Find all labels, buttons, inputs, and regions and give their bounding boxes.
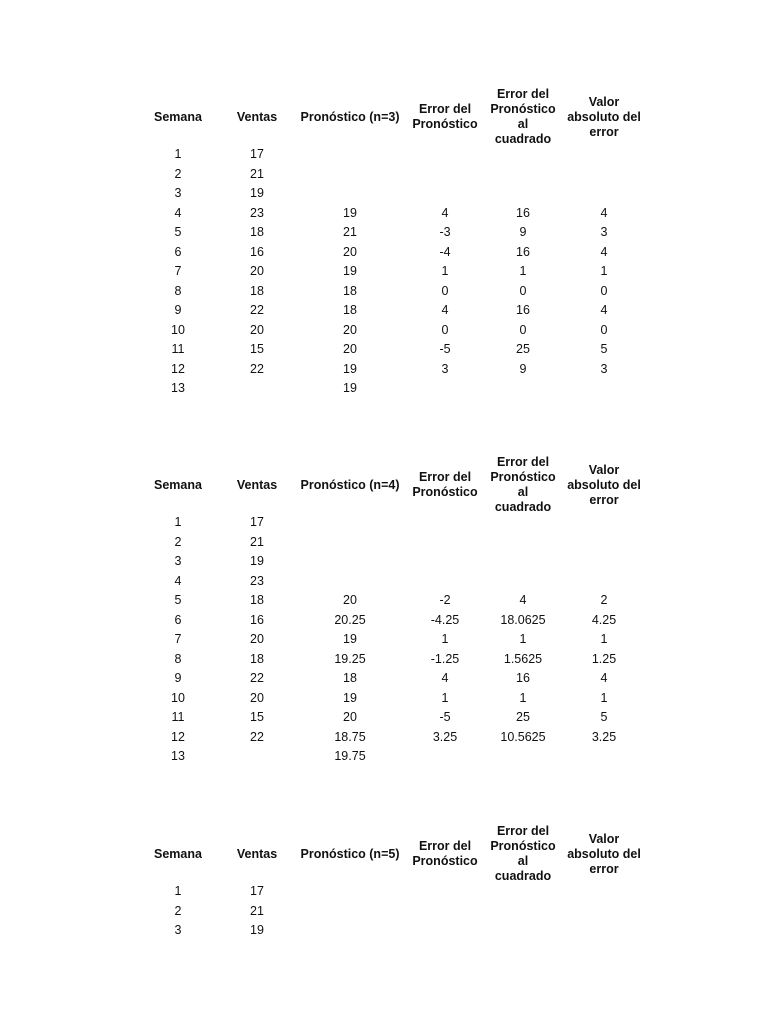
header-ventas: Ventas bbox=[236, 477, 278, 492]
error-cell: 1 bbox=[441, 690, 449, 705]
valor-absoluto-cell: 5 bbox=[600, 342, 608, 356]
table-row bbox=[0, 669, 768, 689]
valor-absoluto-cell: 4 bbox=[600, 671, 608, 685]
table-row bbox=[0, 301, 768, 321]
table-row bbox=[0, 513, 768, 533]
valor-absoluto-cell: 4 bbox=[600, 303, 608, 317]
error-cell bbox=[410, 552, 480, 572]
pronostico-cell: 19 bbox=[343, 264, 357, 278]
error-cuadrado-cell bbox=[484, 513, 562, 533]
semana-cell: 13 bbox=[171, 749, 185, 763]
semana-cell: 5 bbox=[174, 593, 182, 607]
valor-absoluto-cell: 1.25 bbox=[591, 651, 617, 666]
table-body bbox=[0, 145, 768, 399]
error-cell: -5 bbox=[439, 710, 451, 724]
table-row bbox=[0, 689, 768, 709]
semana-cell: 2 bbox=[174, 534, 182, 549]
error-cuadrado-cell: 10.5625 bbox=[500, 729, 546, 744]
error-cell: -5 bbox=[439, 342, 451, 356]
semana-cell: 3 bbox=[174, 186, 182, 200]
pronostico-cell bbox=[298, 165, 402, 185]
semana-cell: 9 bbox=[174, 671, 182, 685]
table-header bbox=[0, 87, 768, 146]
pronostico-cell: 20 bbox=[343, 244, 357, 259]
table-row bbox=[0, 360, 768, 380]
error-cuadrado-cell: 1.5625 bbox=[503, 651, 543, 666]
error-cuadrado-cell bbox=[484, 572, 562, 592]
error-cell: -4 bbox=[439, 244, 451, 259]
table-row bbox=[0, 728, 768, 748]
valor-absoluto-cell: 3 bbox=[600, 225, 608, 239]
ventas-cell: 17 bbox=[250, 147, 264, 161]
ventas-cell: 15 bbox=[250, 710, 264, 724]
table-row bbox=[0, 282, 768, 302]
valor-absoluto-cell bbox=[565, 145, 643, 165]
error-cuadrado-cell bbox=[484, 552, 562, 572]
error-cuadrado-cell bbox=[484, 882, 562, 902]
semana-cell: 5 bbox=[174, 225, 182, 239]
pronostico-cell: 19 bbox=[343, 632, 357, 646]
header-valor-absoluto: Valor absoluto del error bbox=[567, 831, 641, 876]
pronostico-cell bbox=[298, 513, 402, 533]
ventas-cell: 21 bbox=[250, 903, 264, 918]
valor-absoluto-cell: 4 bbox=[600, 244, 608, 259]
ventas-cell: 20 bbox=[250, 632, 264, 646]
error-cuadrado-cell: 16 bbox=[516, 205, 530, 220]
table-row bbox=[0, 145, 768, 165]
ventas-cell: 17 bbox=[250, 884, 264, 898]
error-cuadrado-cell: 9 bbox=[519, 225, 527, 239]
error-cell: -3 bbox=[439, 225, 451, 239]
error-cuadrado-cell bbox=[484, 747, 562, 767]
semana-cell: 1 bbox=[174, 884, 182, 898]
valor-absoluto-cell bbox=[565, 513, 643, 533]
error-cuadrado-cell: 16 bbox=[516, 303, 530, 317]
table-header bbox=[0, 455, 768, 514]
semana-cell: 10 bbox=[171, 322, 185, 337]
pronostico-cell: 20 bbox=[343, 710, 357, 724]
table-row bbox=[0, 379, 768, 399]
ventas-cell: 22 bbox=[250, 729, 264, 744]
error-cell bbox=[410, 747, 480, 767]
valor-absoluto-cell: 0 bbox=[600, 322, 608, 337]
table-row bbox=[0, 921, 768, 941]
table-row bbox=[0, 882, 768, 902]
pronostico-cell bbox=[298, 882, 402, 902]
table-row bbox=[0, 591, 768, 611]
semana-cell: 1 bbox=[174, 147, 182, 161]
semana-cell: 8 bbox=[174, 651, 182, 666]
ventas-cell: 16 bbox=[250, 244, 264, 259]
semana-cell: 12 bbox=[171, 729, 185, 744]
ventas-cell: 17 bbox=[250, 515, 264, 529]
table-row bbox=[0, 262, 768, 282]
error-cuadrado-cell bbox=[484, 145, 562, 165]
error-cell bbox=[410, 902, 480, 922]
header-semana: Semana bbox=[154, 109, 202, 124]
table-row bbox=[0, 223, 768, 243]
ventas-cell: 22 bbox=[250, 671, 264, 685]
header-pronostico: Pronóstico (n=4) bbox=[300, 477, 400, 492]
valor-absoluto-cell bbox=[565, 572, 643, 592]
valor-absoluto-cell: 1 bbox=[600, 690, 608, 705]
semana-cell: 7 bbox=[174, 264, 182, 278]
valor-absoluto-cell: 3.25 bbox=[591, 729, 617, 744]
pronostico-cell: 18.75 bbox=[334, 729, 366, 744]
error-cell bbox=[410, 572, 480, 592]
ventas-cell: 18 bbox=[250, 283, 264, 298]
error-cuadrado-cell bbox=[484, 902, 562, 922]
error-cuadrado-cell bbox=[484, 379, 562, 399]
table-row bbox=[0, 552, 768, 572]
pronostico-cell: 19 bbox=[343, 205, 357, 220]
error-cell: 0 bbox=[441, 322, 449, 337]
pronostico-cell: 21 bbox=[343, 225, 357, 239]
error-cell: 4 bbox=[441, 205, 449, 220]
semana-cell: 12 bbox=[171, 361, 185, 376]
table-row bbox=[0, 902, 768, 922]
ventas-cell: 19 bbox=[250, 923, 264, 937]
ventas-cell: 16 bbox=[250, 612, 264, 627]
pronostico-cell: 18 bbox=[343, 671, 357, 685]
pronostico-cell: 19.75 bbox=[334, 749, 366, 763]
ventas-cell: 20 bbox=[250, 322, 264, 337]
pronostico-cell: 19 bbox=[343, 381, 357, 395]
error-cell bbox=[410, 533, 480, 553]
header-error: Error del Pronóstico bbox=[412, 102, 478, 131]
pronostico-cell: 19 bbox=[343, 690, 357, 705]
error-cell bbox=[410, 379, 480, 399]
pronostico-cell bbox=[298, 145, 402, 165]
error-cell: -1.25 bbox=[430, 651, 460, 666]
error-cuadrado-cell: 1 bbox=[519, 264, 527, 278]
error-cell: 3 bbox=[441, 361, 449, 376]
error-cell: 0 bbox=[441, 283, 449, 298]
valor-absoluto-cell: 2 bbox=[600, 593, 608, 607]
semana-cell: 6 bbox=[174, 244, 182, 259]
ventas-cell: 21 bbox=[250, 534, 264, 549]
pronostico-cell: 20 bbox=[343, 342, 357, 356]
error-cuadrado-cell: 16 bbox=[516, 671, 530, 685]
error-cell bbox=[410, 882, 480, 902]
pronostico-cell bbox=[298, 552, 402, 572]
valor-absoluto-cell bbox=[565, 552, 643, 572]
header-ventas: Ventas bbox=[236, 846, 278, 861]
pronostico-cell bbox=[298, 184, 402, 204]
table-row bbox=[0, 708, 768, 728]
pronostico-cell bbox=[298, 902, 402, 922]
ventas-cell: 23 bbox=[250, 573, 264, 588]
valor-absoluto-cell bbox=[565, 882, 643, 902]
header-error: Error del Pronóstico bbox=[412, 470, 478, 499]
error-cuadrado-cell: 16 bbox=[516, 244, 530, 259]
header-error-cuadrado: Error del Pronóstico al cuadrado bbox=[490, 824, 556, 883]
pronostico-cell bbox=[298, 572, 402, 592]
header-semana: Semana bbox=[154, 846, 202, 861]
ventas-cell: 20 bbox=[250, 690, 264, 705]
error-cuadrado-cell bbox=[484, 533, 562, 553]
ventas-cell: 18 bbox=[250, 651, 264, 666]
valor-absoluto-cell bbox=[565, 533, 643, 553]
table-row bbox=[0, 204, 768, 224]
error-cell bbox=[410, 165, 480, 185]
semana-cell: 9 bbox=[174, 303, 182, 317]
pronostico-cell: 18 bbox=[343, 303, 357, 317]
semana-cell: 6 bbox=[174, 612, 182, 627]
error-cuadrado-cell: 25 bbox=[516, 710, 530, 724]
semana-cell: 4 bbox=[174, 205, 182, 220]
header-semana: Semana bbox=[154, 477, 202, 492]
valor-absoluto-cell: 3 bbox=[600, 361, 608, 376]
table-row bbox=[0, 533, 768, 553]
valor-absoluto-cell bbox=[565, 379, 643, 399]
pronostico-cell bbox=[298, 921, 402, 941]
error-cell bbox=[410, 145, 480, 165]
semana-cell: 11 bbox=[171, 710, 185, 724]
table-row bbox=[0, 747, 768, 767]
valor-absoluto-cell bbox=[565, 747, 643, 767]
error-cuadrado-cell: 18.0625 bbox=[500, 612, 546, 627]
error-cell: 4 bbox=[441, 303, 449, 317]
error-cell: 1 bbox=[441, 632, 449, 646]
semana-cell: 7 bbox=[174, 632, 182, 646]
valor-absoluto-cell: 0 bbox=[600, 283, 608, 298]
header-valor-absoluto: Valor absoluto del error bbox=[567, 462, 641, 507]
header-error-cuadrado: Error del Pronóstico al cuadrado bbox=[490, 87, 556, 146]
pronostico-cell: 20 bbox=[343, 593, 357, 607]
semana-cell: 2 bbox=[174, 903, 182, 918]
ventas-cell: 22 bbox=[250, 361, 264, 376]
error-cuadrado-cell: 1 bbox=[519, 690, 527, 705]
ventas-cell: 20 bbox=[250, 264, 264, 278]
pronostico-cell bbox=[298, 533, 402, 553]
table-row bbox=[0, 611, 768, 631]
ventas-cell: 18 bbox=[250, 225, 264, 239]
valor-absoluto-cell bbox=[565, 184, 643, 204]
semana-cell: 13 bbox=[171, 381, 185, 395]
header-error-cuadrado: Error del Pronóstico al cuadrado bbox=[490, 455, 556, 514]
error-cuadrado-cell: 25 bbox=[516, 342, 530, 356]
error-cuadrado-cell: 9 bbox=[519, 361, 527, 376]
semana-cell: 3 bbox=[174, 554, 182, 568]
valor-absoluto-cell bbox=[565, 902, 643, 922]
pronostico-cell: 20.25 bbox=[334, 612, 366, 627]
semana-cell: 11 bbox=[171, 342, 185, 356]
valor-absoluto-cell bbox=[565, 165, 643, 185]
valor-absoluto-cell: 1 bbox=[600, 264, 608, 278]
table-row bbox=[0, 184, 768, 204]
valor-absoluto-cell: 4 bbox=[600, 205, 608, 220]
table-header bbox=[0, 824, 768, 883]
header-pronostico: Pronóstico (n=5) bbox=[300, 846, 400, 861]
table-body bbox=[0, 513, 768, 767]
table-row bbox=[0, 650, 768, 670]
semana-cell: 8 bbox=[174, 283, 182, 298]
ventas-cell: 23 bbox=[250, 205, 264, 220]
table-row bbox=[0, 165, 768, 185]
table-row bbox=[0, 243, 768, 263]
semana-cell: 2 bbox=[174, 166, 182, 181]
pronostico-cell: 19.25 bbox=[334, 651, 366, 666]
table-row bbox=[0, 630, 768, 650]
ventas-cell: 21 bbox=[250, 166, 264, 181]
table-row bbox=[0, 321, 768, 341]
error-cuadrado-cell: 0 bbox=[519, 283, 527, 298]
error-cell: 3.25 bbox=[432, 729, 458, 744]
header-ventas: Ventas bbox=[236, 109, 278, 124]
error-cell: -4.25 bbox=[430, 612, 460, 627]
ventas-cell: 22 bbox=[250, 303, 264, 317]
ventas-cell: 18 bbox=[250, 593, 264, 607]
ventas-cell bbox=[227, 747, 287, 767]
semana-cell: 10 bbox=[171, 690, 185, 705]
header-valor-absoluto: Valor absoluto del error bbox=[567, 94, 641, 139]
semana-cell: 1 bbox=[174, 515, 182, 529]
ventas-cell: 15 bbox=[250, 342, 264, 356]
valor-absoluto-cell bbox=[565, 921, 643, 941]
ventas-cell bbox=[227, 379, 287, 399]
error-cell bbox=[410, 921, 480, 941]
error-cuadrado-cell: 4 bbox=[519, 593, 527, 607]
header-pronostico: Pronóstico (n=3) bbox=[300, 109, 400, 124]
error-cell bbox=[410, 184, 480, 204]
pronostico-cell: 18 bbox=[343, 283, 357, 298]
error-cell: 1 bbox=[441, 264, 449, 278]
error-cuadrado-cell bbox=[484, 165, 562, 185]
error-cuadrado-cell: 0 bbox=[519, 322, 527, 337]
table-row bbox=[0, 340, 768, 360]
valor-absoluto-cell: 5 bbox=[600, 710, 608, 724]
pronostico-cell: 19 bbox=[343, 361, 357, 376]
pronostico-cell: 20 bbox=[343, 322, 357, 337]
error-cuadrado-cell bbox=[484, 184, 562, 204]
valor-absoluto-cell: 1 bbox=[600, 632, 608, 646]
table-body bbox=[0, 882, 768, 941]
table-row bbox=[0, 572, 768, 592]
error-cuadrado-cell bbox=[484, 921, 562, 941]
semana-cell: 3 bbox=[174, 923, 182, 937]
error-cell bbox=[410, 513, 480, 533]
error-cell: 4 bbox=[441, 671, 449, 685]
header-error: Error del Pronóstico bbox=[412, 839, 478, 868]
valor-absoluto-cell: 4.25 bbox=[591, 612, 617, 627]
ventas-cell: 19 bbox=[250, 186, 264, 200]
semana-cell: 4 bbox=[174, 573, 182, 588]
error-cuadrado-cell: 1 bbox=[519, 632, 527, 646]
ventas-cell: 19 bbox=[250, 554, 264, 568]
error-cell: -2 bbox=[439, 593, 451, 607]
